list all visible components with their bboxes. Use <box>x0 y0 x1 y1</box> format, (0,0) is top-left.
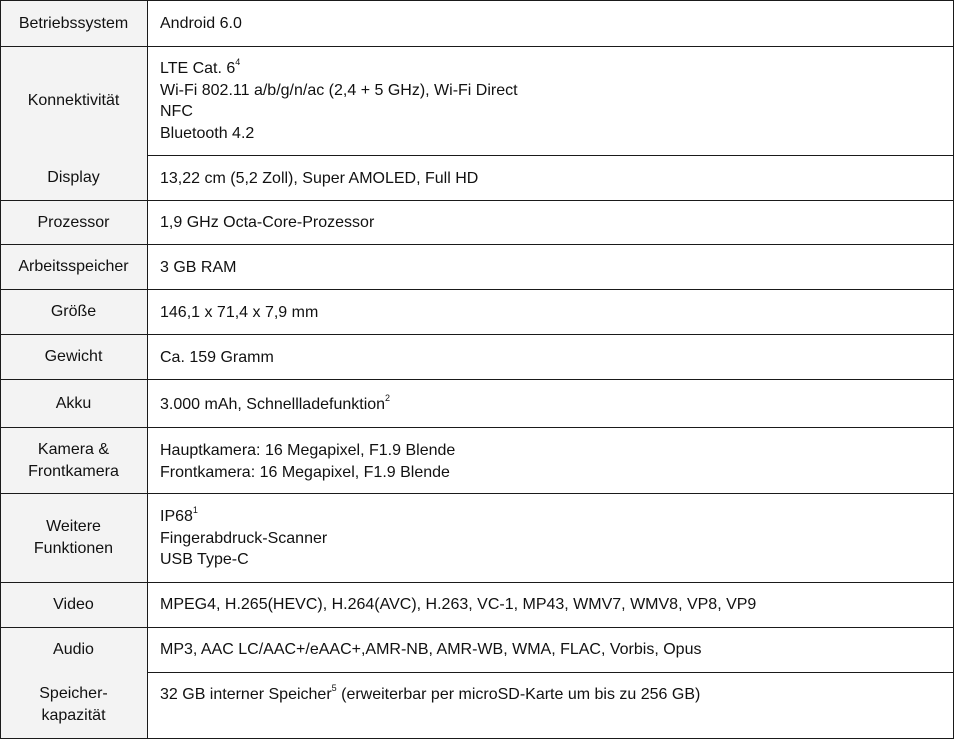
label-groesse: Größe <box>50 303 97 320</box>
footnote-marker: 4 <box>235 56 241 67</box>
value-konnektivitaet <box>160 58 950 144</box>
value-weitere-funktionen <box>160 506 950 571</box>
value-arbeitsspeicher: 3 GB RAM <box>160 259 237 276</box>
label-video: Video <box>53 596 94 613</box>
label-audio: Audio <box>53 641 94 658</box>
value-groesse: 146,1 x 71,4 x 7,9 mm <box>160 304 319 321</box>
value-prozessor: 1,9 GHz Octa-Core-Prozessor <box>160 214 375 231</box>
label-betriebssystem: Betriebssystem <box>18 14 129 32</box>
label-speicherkapazitaet: Speicher- kapazität <box>39 685 108 724</box>
label-kamera: Kamera & Frontkamera <box>28 440 119 480</box>
value-line: NFC <box>160 103 193 120</box>
value-akku: 3.000 mAh, Schnellladefunktion$^2$ <box>160 392 391 413</box>
label-akku: Akku <box>55 394 92 412</box>
label-display: Display <box>47 169 100 186</box>
label-prozessor: Prozessor <box>37 213 110 231</box>
value-speicherkapazitaet: 32 GB interner Speicher$^5$ (erweiterbar per microSD-Karte um bis zu 256 GB) <box>160 682 701 703</box>
value-kamera <box>160 440 950 483</box>
column-divider <box>147 0 148 739</box>
footnote-marker: 5 <box>331 682 337 693</box>
value-video: MPEG4, H.265(HEVC), H.264(AVC), H.263, VC-1, MP43, WMV7, WMV8, VP8, VP9 <box>160 596 757 613</box>
label-weitere-funktionen: Weitere Funktionen <box>33 518 114 557</box>
value-display: 13,22 cm (5,2 Zoll), Super AMOLED, Full HD <box>160 170 479 187</box>
footnote-marker: 2 <box>385 392 391 403</box>
label-gewicht: Gewicht <box>44 348 103 365</box>
value-line: Fingerabdruck-Scanner <box>160 529 328 547</box>
value-line: $IP68^1$ <box>160 504 198 525</box>
value-line: Frontkamera: 16 Megapixel, F1.9 Blende <box>160 463 450 481</box>
column-divider <box>953 0 954 739</box>
value-line: Wi-Fi 802.11 a/b/g/n/ac (2,4 + 5 GHz), Wi-Fi Direct <box>160 81 518 99</box>
value-audio: MP3, AAC LC/AAC+/eAAC+,AMR-NB, AMR-WB, WMA, FLAC, Vorbis, Opus <box>160 641 702 658</box>
value-betriebssystem: Android 6.0 <box>160 15 242 32</box>
value-line: Bluetooth 4.2 <box>160 124 255 142</box>
footnote-marker: 1 <box>192 504 198 515</box>
row-divider <box>147 672 954 673</box>
value-gewicht: Ca. 159 Gramm <box>160 349 274 366</box>
value-line: Hauptkamera: 16 Megapixel, F1.9 Blende <box>160 442 456 459</box>
label-konnektivitaet: Konnektivität <box>27 92 120 109</box>
value-line: USB Type-C <box>160 551 249 568</box>
value-line: LTE Cat. $6^4$ <box>160 56 241 77</box>
row-divider <box>147 155 954 156</box>
label-arbeitsspeicher: Arbeitsspeicher <box>18 258 129 275</box>
